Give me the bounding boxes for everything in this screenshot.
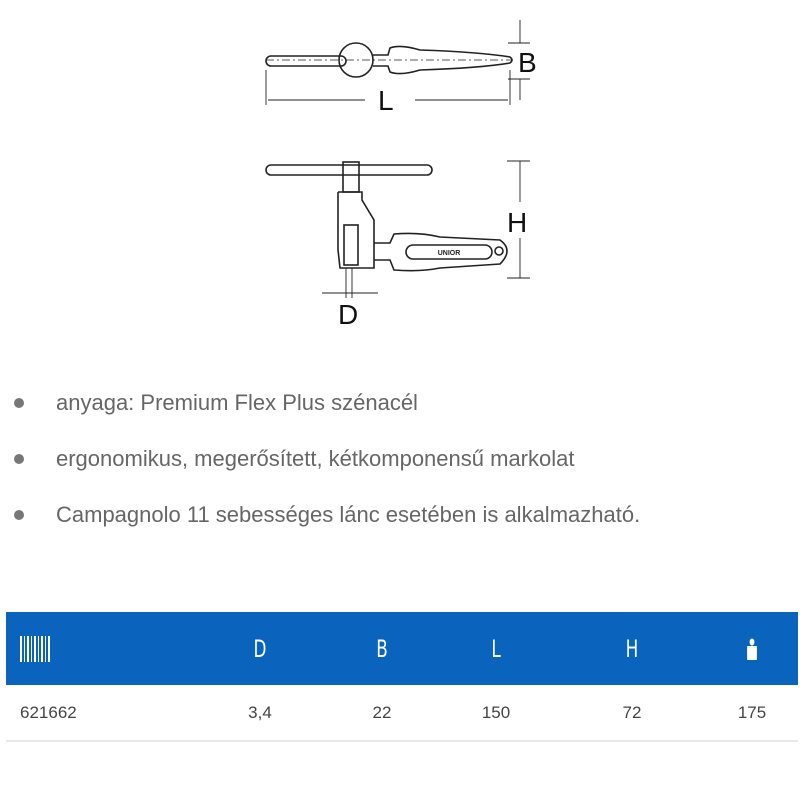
- barcode-icon: [20, 612, 50, 685]
- cell-h: 72: [622, 702, 642, 722]
- dimension-label-b: B: [518, 47, 537, 78]
- feature-text: ergonomikus, megerősített, kétkomponensű markolat: [56, 446, 575, 471]
- cell-code: 621662: [20, 702, 77, 722]
- dimension-label-l: L: [378, 85, 394, 116]
- feature-text: Campagnolo 11 sebességes lánc esetében is alkalmazható.: [56, 502, 641, 527]
- column-header-l: L: [491, 634, 501, 663]
- feature-item: [14, 446, 574, 472]
- table-header: [6, 612, 798, 685]
- dimension-label-d: D: [338, 299, 359, 330]
- tool-technical-drawing: [0, 0, 800, 340]
- column-header-d: D: [253, 634, 267, 663]
- bullet-icon: [14, 510, 24, 520]
- column-header-h: H: [625, 634, 639, 663]
- dimension-label-h: H: [507, 207, 528, 238]
- bullet-icon: [14, 398, 24, 408]
- cell-l: 150: [481, 702, 511, 722]
- cell-d: 3,4: [248, 702, 272, 722]
- cell-b: 22: [372, 702, 392, 722]
- spec-table: [6, 612, 798, 742]
- feature-item: [14, 390, 418, 416]
- table-row: [6, 685, 798, 742]
- feature-item: [14, 502, 640, 528]
- weight-icon: [746, 612, 757, 685]
- bullet-icon: [14, 454, 24, 464]
- cell-weight: 175: [737, 702, 767, 722]
- column-header-b: B: [376, 634, 388, 663]
- handle-brand-text: UNIOR: [437, 250, 461, 257]
- feature-text: anyaga: Premium Flex Plus szénacél: [56, 390, 418, 415]
